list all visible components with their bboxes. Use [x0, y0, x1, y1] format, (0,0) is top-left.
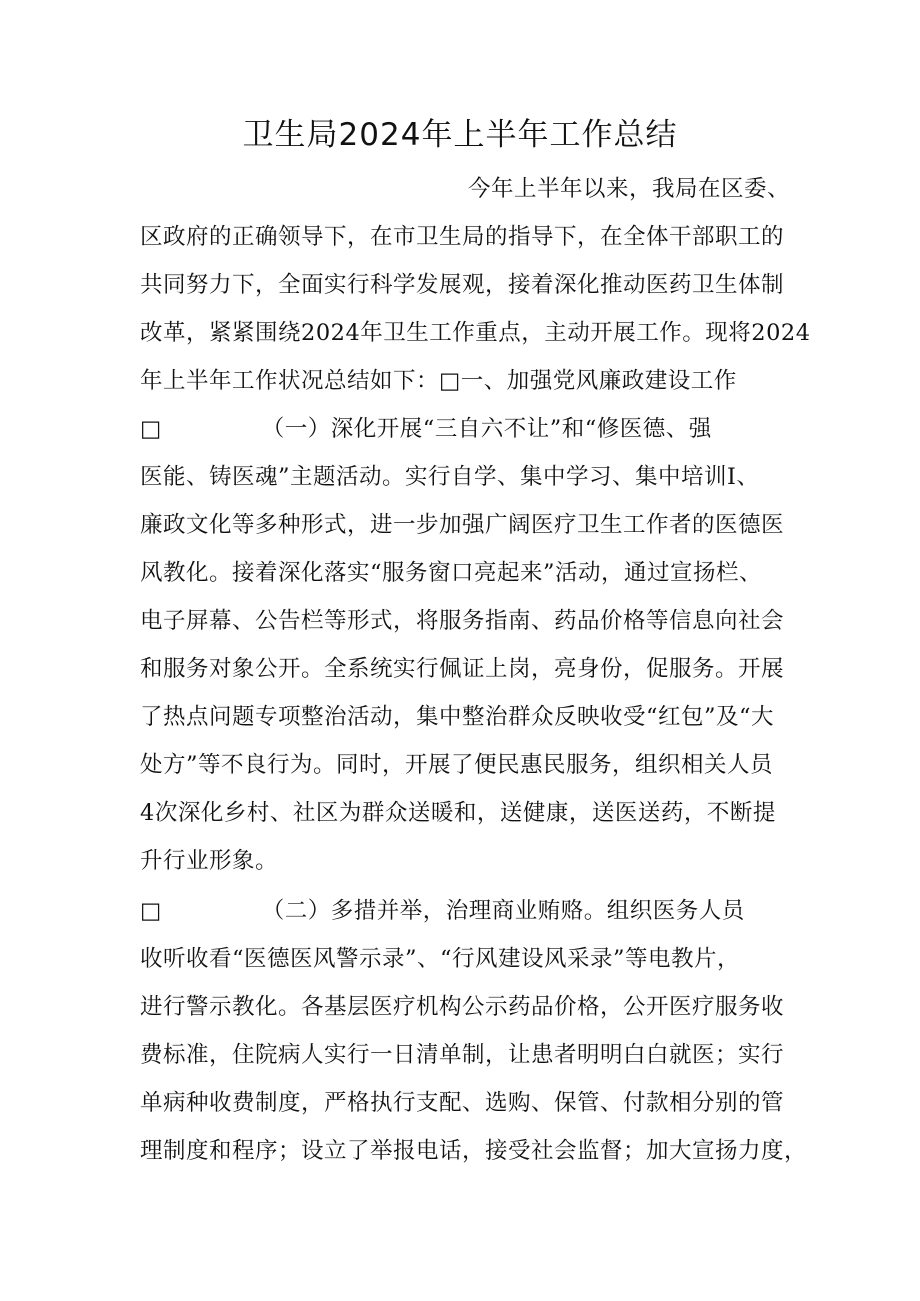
section-one-text-2: 廉政文化等多种形式，进一步加强广阔医疗卫生工作者的医德医 — [140, 512, 785, 538]
placeholder-box: □ — [140, 416, 162, 442]
section-one-text-1: 医能、铸医魂”主题活动。实行自学、集中学习、集中培训Ⅰ、 — [140, 464, 760, 490]
section-two-heading: （二）多措并举，治理商业贿赂。组织医务人员 — [261, 898, 745, 924]
section-one-line — [140, 412, 790, 446]
section-one-text-7: 处方”等不良行为。同时，开展了便民惠民服务，组织相关人员 — [140, 752, 774, 778]
paragraph-line-3: 共同努力下，全面实行科学发展观，接着深化推动医药卫生体制 — [140, 272, 785, 298]
paragraph-line-5: 年上半年工作状况总结如下：□一、加强党风廉政建设工作 — [140, 368, 737, 394]
section-two-text-1: 收听收看“医德医风警示录”、“行风建设风采录”等电教片， — [140, 946, 741, 972]
section-one-text-9: 升行业形象。 — [140, 848, 279, 874]
section-one-text-5: 和服务对象公开。全系统实行佩证上岗，亮身份，促服务。开展 — [140, 656, 785, 682]
paragraph-line-2: 区政府的正确领导下，在市卫生局的指导下，在全体干部职工的 — [140, 224, 785, 250]
section-two-text-3: 费标准，住院病人实行一日清单制，让患者明明白白就医；实行 — [140, 1042, 785, 1068]
section-two-text-4: 单病种收费制度，严格执行支配、选购、保管、付款相分别的管 — [140, 1090, 785, 1116]
section-one-text-3: 风教化。接着深化落实“服务窗口亮起来”活动，通过宣扬栏、 — [140, 560, 763, 586]
section-one-text-8: 4次深化乡村、社区为群众送暖和，送健康，送医送药，不断提 — [140, 800, 776, 826]
placeholder-box: □ — [140, 898, 162, 924]
section-one-text-6: 了热点问题专项整治活动，集中整治群众反映收受“红包”及“大 — [140, 704, 775, 730]
section-two-line — [140, 894, 790, 928]
paragraph-line-1: 今年上半年以来，我局在区委、 — [467, 176, 790, 202]
paragraph-line-4: 改革，紧紧围绕2024年卫生工作重点，主动开展工作。现将2024 — [140, 320, 811, 346]
section-one-heading: （一）深化开展“三自六不让”和“修医德、强 — [261, 416, 712, 442]
section-two-text-5: 理制度和程序；设立了举报电话，接受社会监督；加大宣扬力度， — [140, 1138, 808, 1164]
section-one-text-4: 电子屏幕、公告栏等形式，将服务指南、药品价格等信息向社会 — [140, 608, 785, 634]
document-title: 卫生局2024年上半年工作总结 — [242, 117, 678, 153]
section-two-text-2: 进行警示教化。各基层医疗机构公示药品价格，公开医疗服务收 — [140, 994, 785, 1020]
